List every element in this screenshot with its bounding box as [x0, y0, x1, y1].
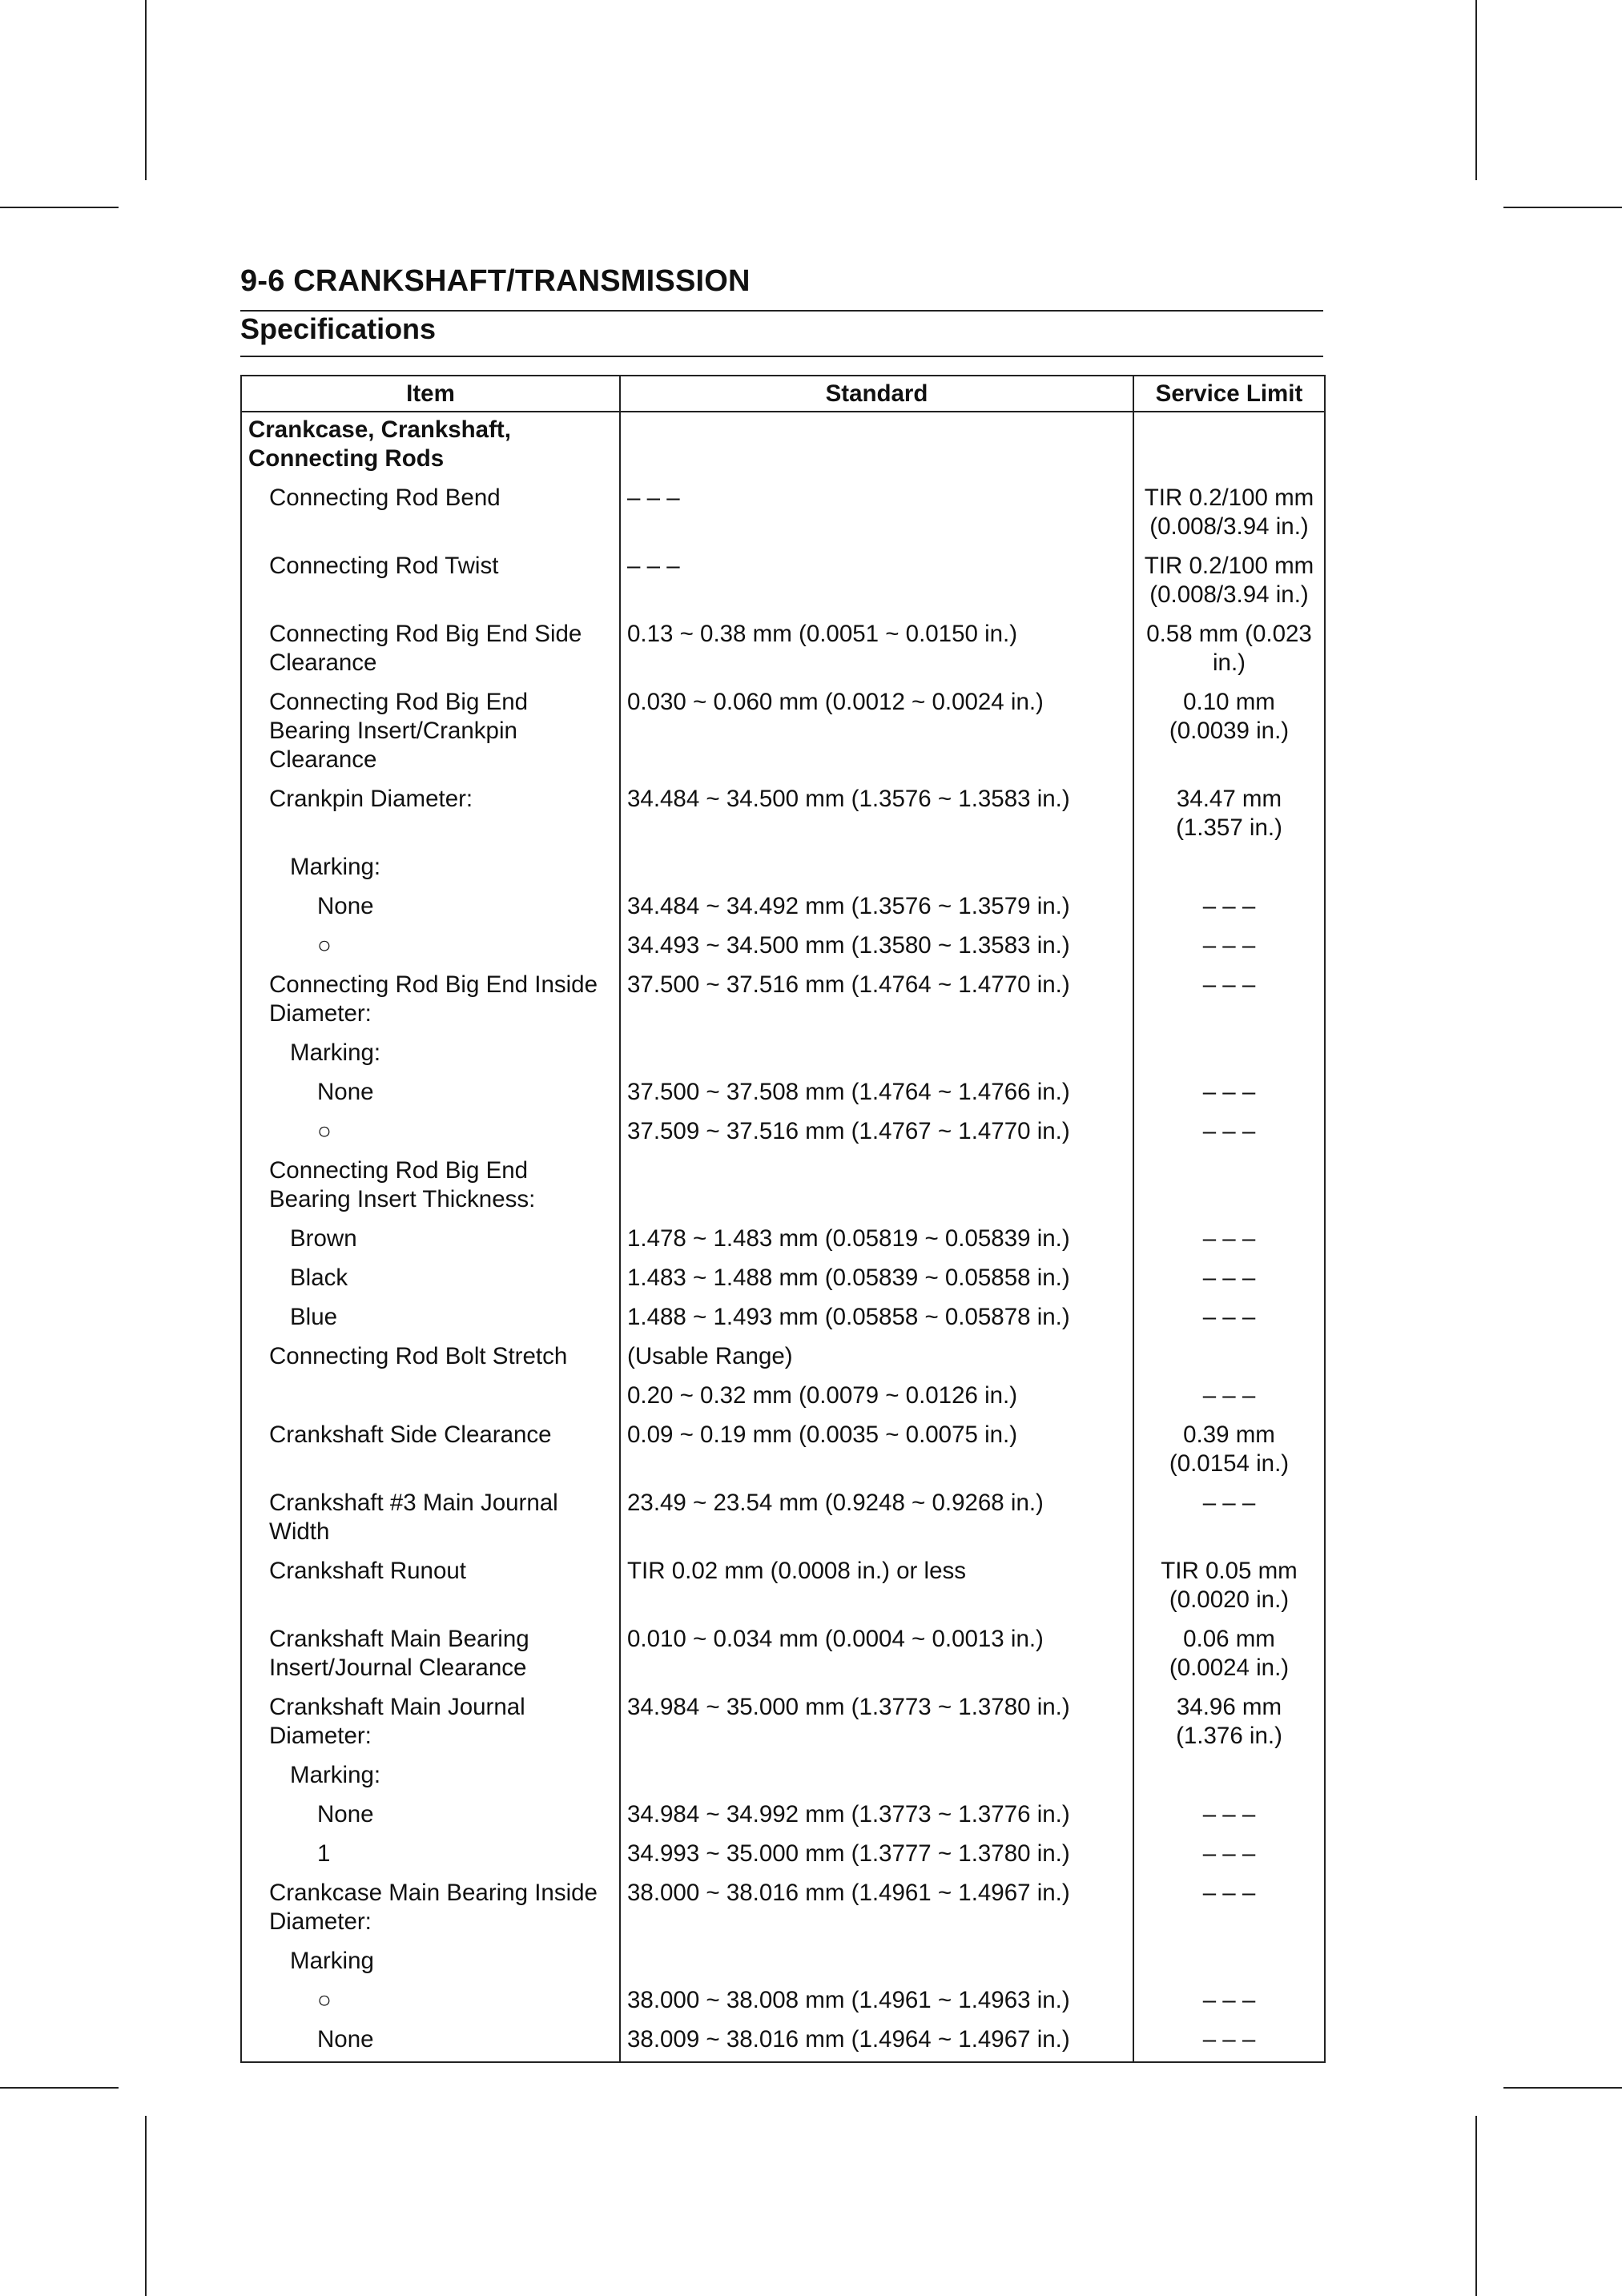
service-limit-cell: – – – — [1133, 928, 1325, 967]
item-cell: Marking: — [241, 1035, 620, 1075]
standard-cell: 34.984 ~ 35.000 mm (1.3773 ~ 1.3780 in.) — [620, 1690, 1133, 1758]
item-cell: Crankshaft Side Clearance — [241, 1417, 620, 1486]
item-cell: None — [241, 1797, 620, 1836]
item-cell — [241, 1378, 620, 1417]
service-limit-cell: – – – — [1133, 1075, 1325, 1114]
table-row — [241, 967, 1325, 1035]
table-row — [241, 1876, 1325, 1944]
standard-cell: 0.010 ~ 0.034 mm (0.0004 ~ 0.0013 in.) — [620, 1622, 1133, 1690]
service-limit-cell: 0.10 mm (0.0039 in.) — [1133, 685, 1325, 782]
table-row — [241, 1622, 1325, 1690]
service-limit-cell — [1133, 1944, 1325, 1983]
standard-cell: 37.500 ~ 37.516 mm (1.4764 ~ 1.4770 in.) — [620, 967, 1133, 1035]
standard-cell: 37.509 ~ 37.516 mm (1.4767 ~ 1.4770 in.) — [620, 1114, 1133, 1153]
item-cell: None — [241, 2022, 620, 2062]
service-limit-cell: – – – — [1133, 1221, 1325, 1261]
crop-mark-bottom-left — [145, 2116, 147, 2296]
item-cell: ○ — [241, 928, 620, 967]
service-limit-cell: 34.96 mm (1.376 in.) — [1133, 1690, 1325, 1758]
table-row — [241, 928, 1325, 967]
standard-cell — [620, 1153, 1133, 1221]
table-row — [241, 2022, 1325, 2062]
standard-cell: – – – — [620, 549, 1133, 617]
service-limit-cell: – – – — [1133, 1114, 1325, 1153]
item-cell: Brown — [241, 1221, 620, 1261]
service-limit-cell: – – – — [1133, 1486, 1325, 1554]
table-row — [241, 1075, 1325, 1114]
item-cell: Crankcase Main Bearing Inside Diameter: — [241, 1876, 620, 1944]
table-row — [241, 1221, 1325, 1261]
service-limit-cell: – – – — [1133, 2022, 1325, 2062]
standard-cell: 38.000 ~ 38.016 mm (1.4961 ~ 1.4967 in.) — [620, 1876, 1133, 1944]
table-row — [241, 617, 1325, 685]
item-cell: Connecting Rod Bend — [241, 481, 620, 549]
standard-cell: 1.478 ~ 1.483 mm (0.05819 ~ 0.05839 in.) — [620, 1221, 1133, 1261]
item-cell: Crankpin Diameter: — [241, 782, 620, 850]
table-row — [241, 1035, 1325, 1075]
item-cell: Marking: — [241, 1758, 620, 1797]
table-row — [241, 1836, 1325, 1876]
item-cell: Connecting Rod Big End Bearing Insert Thickness: — [241, 1153, 620, 1221]
item-cell: Marking: — [241, 850, 620, 889]
item-cell: Connecting Rod Big End Side Clearance — [241, 617, 620, 685]
table-row — [241, 1417, 1325, 1486]
service-limit-cell — [1133, 1758, 1325, 1797]
crop-mark-left-lower — [0, 2087, 119, 2089]
table-row — [241, 1261, 1325, 1300]
service-limit-cell — [1133, 1035, 1325, 1075]
table-row — [241, 549, 1325, 617]
crop-mark-top-left — [145, 0, 147, 180]
standard-cell: 1.488 ~ 1.493 mm (0.05858 ~ 0.05878 in.) — [620, 1300, 1133, 1339]
item-cell: None — [241, 889, 620, 928]
item-cell: Connecting Rod Bolt Stretch — [241, 1339, 620, 1378]
table-row — [241, 1690, 1325, 1758]
service-limit-cell: – – – — [1133, 1378, 1325, 1417]
item-cell: Connecting Rod Big End Bearing Insert/Crankpin Clearance — [241, 685, 620, 782]
title-rule — [240, 310, 1323, 312]
crop-mark-left-upper — [0, 207, 119, 208]
standard-cell: 1.483 ~ 1.488 mm (0.05839 ~ 0.05858 in.) — [620, 1261, 1133, 1300]
table-row — [241, 782, 1325, 850]
table-row — [241, 1797, 1325, 1836]
item-cell: Crankshaft Runout — [241, 1554, 620, 1622]
item-cell: Connecting Rod Big End Inside Diameter: — [241, 967, 620, 1035]
standard-cell: 37.500 ~ 37.508 mm (1.4764 ~ 1.4766 in.) — [620, 1075, 1133, 1114]
service-limit-cell: 0.06 mm (0.0024 in.) — [1133, 1622, 1325, 1690]
item-cell: Blue — [241, 1300, 620, 1339]
table-row — [241, 1378, 1325, 1417]
service-limit-cell: – – – — [1133, 1797, 1325, 1836]
standard-cell: 34.484 ~ 34.500 mm (1.3576 ~ 1.3583 in.) — [620, 782, 1133, 850]
standard-cell — [620, 1758, 1133, 1797]
table-row — [241, 1114, 1325, 1153]
standard-cell: 0.20 ~ 0.32 mm (0.0079 ~ 0.0126 in.) — [620, 1378, 1133, 1417]
table-row — [241, 412, 1325, 481]
standard-cell: 34.493 ~ 34.500 mm (1.3580 ~ 1.3583 in.) — [620, 928, 1133, 967]
standard-cell: 0.030 ~ 0.060 mm (0.0012 ~ 0.0024 in.) — [620, 685, 1133, 782]
service-limit-cell: 34.47 mm (1.357 in.) — [1133, 782, 1325, 850]
section-title: Specifications — [240, 312, 437, 345]
crop-mark-top-right — [1475, 0, 1477, 180]
table-row — [241, 1486, 1325, 1554]
item-cell: None — [241, 1075, 620, 1114]
crop-mark-right-lower — [1503, 2087, 1622, 2089]
header-item: Item — [241, 376, 620, 412]
service-limit-cell: TIR 0.2/100 mm (0.008/3.94 in.) — [1133, 481, 1325, 549]
page-title: 9-6 CRANKSHAFT/TRANSMISSION — [240, 264, 751, 298]
standard-cell: 0.13 ~ 0.38 mm (0.0051 ~ 0.0150 in.) — [620, 617, 1133, 685]
service-limit-cell: – – – — [1133, 1300, 1325, 1339]
standard-cell: (Usable Range) — [620, 1339, 1133, 1378]
service-limit-cell: – – – — [1133, 1261, 1325, 1300]
table-row — [241, 481, 1325, 549]
service-limit-cell: TIR 0.2/100 mm (0.008/3.94 in.) — [1133, 549, 1325, 617]
item-cell: ○ — [241, 1114, 620, 1153]
service-limit-cell — [1133, 412, 1325, 481]
service-limit-cell — [1133, 1339, 1325, 1378]
item-cell: Black — [241, 1261, 620, 1300]
standard-cell: TIR 0.02 mm (0.0008 in.) or less — [620, 1554, 1133, 1622]
table-row — [241, 1153, 1325, 1221]
standard-cell — [620, 850, 1133, 889]
service-limit-cell — [1133, 1153, 1325, 1221]
standard-cell: 34.484 ~ 34.492 mm (1.3576 ~ 1.3579 in.) — [620, 889, 1133, 928]
service-limit-cell: TIR 0.05 mm (0.0020 in.) — [1133, 1554, 1325, 1622]
crop-mark-right-upper — [1503, 207, 1622, 208]
item-cell: Marking — [241, 1944, 620, 1983]
item-cell: Crankshaft Main Journal Diameter: — [241, 1690, 620, 1758]
service-limit-cell — [1133, 850, 1325, 889]
standard-cell: – – – — [620, 481, 1133, 549]
service-limit-cell: – – – — [1133, 1983, 1325, 2022]
item-cell: Crankshaft #3 Main Journal Width — [241, 1486, 620, 1554]
service-limit-cell: – – – — [1133, 1876, 1325, 1944]
header-service-limit: Service Limit — [1133, 376, 1325, 412]
section-rule — [240, 356, 1323, 357]
item-cell: ○ — [241, 1983, 620, 2022]
standard-cell: 38.000 ~ 38.008 mm (1.4961 ~ 1.4963 in.) — [620, 1983, 1133, 2022]
table-row — [241, 850, 1325, 889]
table-row — [241, 1339, 1325, 1378]
item-cell: Crankshaft Main Bearing Insert/Journal Clearance — [241, 1622, 620, 1690]
standard-cell: 34.993 ~ 35.000 mm (1.3777 ~ 1.3780 in.) — [620, 1836, 1133, 1876]
table-header-row — [241, 376, 1325, 412]
standard-cell — [620, 1944, 1133, 1983]
service-limit-cell: 0.39 mm (0.0154 in.) — [1133, 1417, 1325, 1486]
crop-mark-bottom-right — [1475, 2116, 1477, 2296]
table-body — [241, 412, 1325, 2062]
table-row — [241, 1554, 1325, 1622]
service-limit-cell: 0.58 mm (0.023 in.) — [1133, 617, 1325, 685]
standard-cell: 0.09 ~ 0.19 mm (0.0035 ~ 0.0075 in.) — [620, 1417, 1133, 1486]
table-row — [241, 1758, 1325, 1797]
standard-cell: 34.984 ~ 34.992 mm (1.3773 ~ 1.3776 in.) — [620, 1797, 1133, 1836]
standard-cell — [620, 412, 1133, 481]
header-standard: Standard — [620, 376, 1133, 412]
specifications-table — [240, 375, 1326, 2063]
item-cell: Connecting Rod Twist — [241, 549, 620, 617]
table-row — [241, 889, 1325, 928]
table-row — [241, 1983, 1325, 2022]
table-row — [241, 685, 1325, 782]
group-heading: Crankcase, Crankshaft, Connecting Rods — [241, 412, 620, 481]
service-limit-cell: – – – — [1133, 967, 1325, 1035]
table-row — [241, 1300, 1325, 1339]
standard-cell: 38.009 ~ 38.016 mm (1.4964 ~ 1.4967 in.) — [620, 2022, 1133, 2062]
service-limit-cell: – – – — [1133, 1836, 1325, 1876]
service-limit-cell: – – – — [1133, 889, 1325, 928]
item-cell: 1 — [241, 1836, 620, 1876]
standard-cell — [620, 1035, 1133, 1075]
table-row — [241, 1944, 1325, 1983]
standard-cell: 23.49 ~ 23.54 mm (0.9248 ~ 0.9268 in.) — [620, 1486, 1133, 1554]
